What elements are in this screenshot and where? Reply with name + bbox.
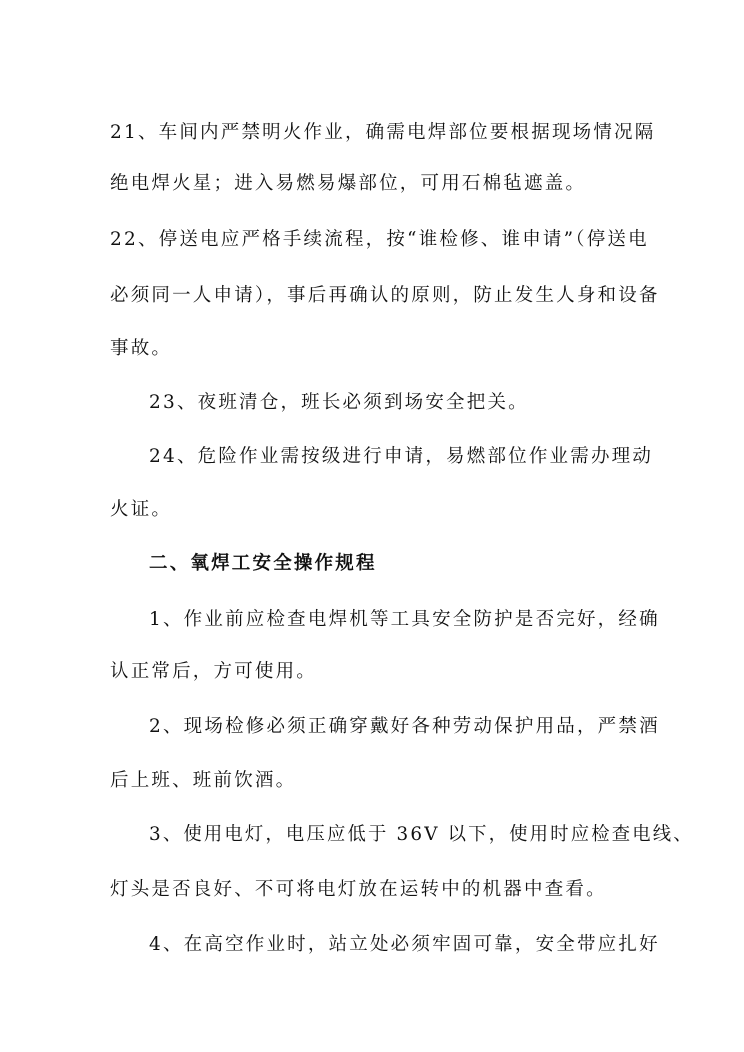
paragraph-22-line-2: 必须同一人申请），事后再确认的原则，防止发生人身和设备 xyxy=(110,285,660,306)
item-1-line-1: 1、作业前应检查电焊机等工具安全防护是否完好，经确 xyxy=(149,609,660,630)
paragraph-21-line-2: 绝电焊火星；进入易燃易爆部位，可用石棉毡遮盖。 xyxy=(110,173,587,194)
paragraph-22-line-1: 22、停送电应严格手续流程，按“谁检修、谁申请”（停送电 xyxy=(110,229,649,250)
item-2-line-2: 后上班、班前饮酒。 xyxy=(110,770,297,791)
paragraph-23: 23、夜班清仓，班长必须到场安全把关。 xyxy=(149,392,529,413)
item-2-line-1: 2、现场检修必须正确穿戴好各种劳动保护用品，严禁酒 xyxy=(149,716,660,737)
item-4-line-1: 4、在高空作业时，站立处必须牢固可靠，安全带应扎好 xyxy=(149,934,660,955)
item-3-line-2: 灯头是否良好、不可将电灯放在运转中的机器中查看。 xyxy=(110,879,607,900)
paragraph-24-line-1: 24、危险作业需按级进行申请，易燃部位作业需办理动 xyxy=(149,446,654,467)
item-3-line-1: 3、使用电灯，电压应低于 36V 以下，使用时应检查电线、 xyxy=(149,824,694,845)
paragraph-22-line-3: 事故。 xyxy=(110,338,173,359)
section-heading: 二、氧焊工安全操作规程 xyxy=(149,553,377,574)
paragraph-21-line-1: 21、车间内严禁明火作业，确需电焊部位要根据现场情况隔 xyxy=(110,122,656,143)
item-1-line-2: 认正常后，方可使用。 xyxy=(110,661,318,682)
paragraph-24-line-2: 火证。 xyxy=(110,499,173,520)
